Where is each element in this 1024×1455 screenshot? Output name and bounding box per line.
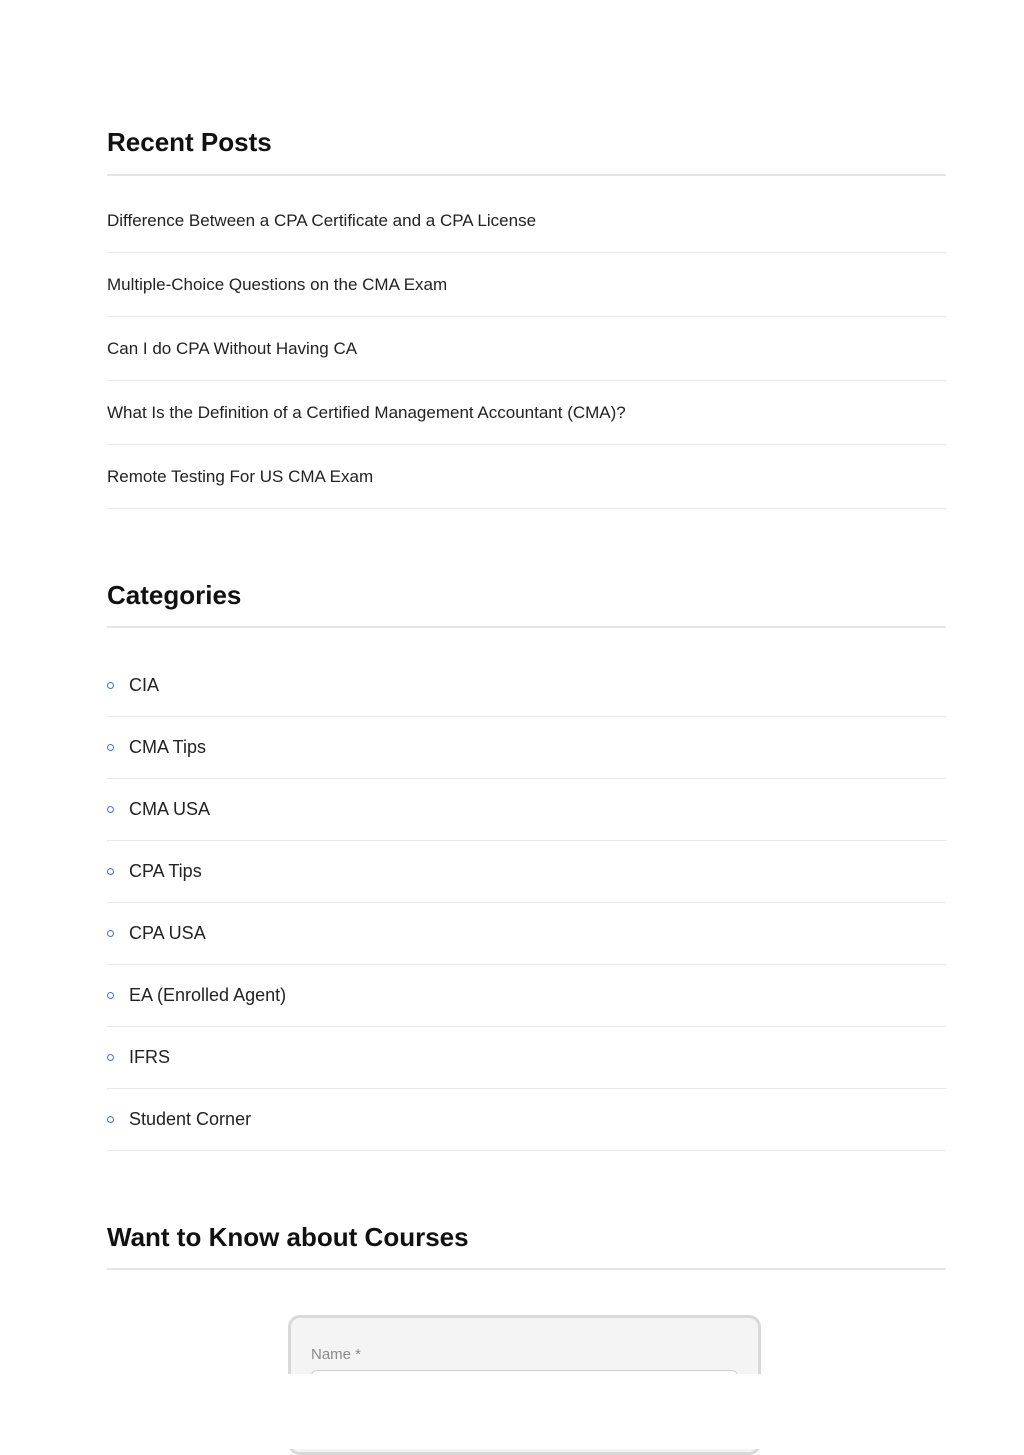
courses-widget [107,1221,946,1270]
categories-list [107,655,946,1151]
recent-post-item [107,317,946,381]
category-item [107,779,946,841]
recent-posts-title: Recent Posts [107,127,272,157]
category-item [107,965,946,1027]
recent-post-item [107,253,946,317]
category-item [107,903,946,965]
circle-bullet-icon [107,930,114,937]
categories-widget [107,579,946,1151]
category-item [107,1027,946,1089]
circle-bullet-icon [107,1054,114,1061]
recent-post-link[interactable]: Difference Between a CPA Certificate and a CPA License [107,210,537,230]
category-link[interactable]: Student Corner [129,1109,252,1129]
recent-posts-divider [107,174,946,176]
category-item [107,655,946,717]
category-item [107,1089,946,1151]
circle-bullet-icon [107,992,114,999]
category-link[interactable]: CMA USA [129,799,211,819]
category-item [107,841,946,903]
courses-title: Want to Know about Courses [107,1222,469,1252]
recent-post-item [107,189,946,253]
category-link[interactable]: EA (Enrolled Agent) [129,985,287,1005]
category-link[interactable]: IFRS [129,1047,171,1067]
recent-posts-widget [107,126,946,509]
courses-divider [107,1268,946,1270]
recent-posts-list [107,189,946,509]
recent-post-item [107,381,946,445]
categories-title: Categories [107,580,242,610]
page-bottom-area [0,1374,1024,1449]
category-link[interactable]: CIA [129,675,160,695]
circle-bullet-icon [107,806,114,813]
category-item [107,717,946,779]
category-link[interactable]: CPA USA [129,923,206,943]
recent-post-link[interactable]: What Is the Definition of a Certified Management Accountant (CMA)? [107,402,626,422]
name-field-label: Name * [311,1346,362,1363]
category-link[interactable]: CMA Tips [129,737,207,757]
recent-post-item [107,445,946,509]
categories-divider [107,626,946,628]
circle-bullet-icon [107,1116,114,1123]
circle-bullet-icon [107,868,114,875]
recent-post-link[interactable]: Multiple-Choice Questions on the CMA Exam [107,274,448,294]
circle-bullet-icon [107,682,114,689]
circle-bullet-icon [107,744,114,751]
recent-post-link[interactable]: Can I do CPA Without Having CA [107,338,358,358]
recent-post-link[interactable]: Remote Testing For US CMA Exam [107,466,374,486]
category-link[interactable]: CPA Tips [129,861,202,881]
